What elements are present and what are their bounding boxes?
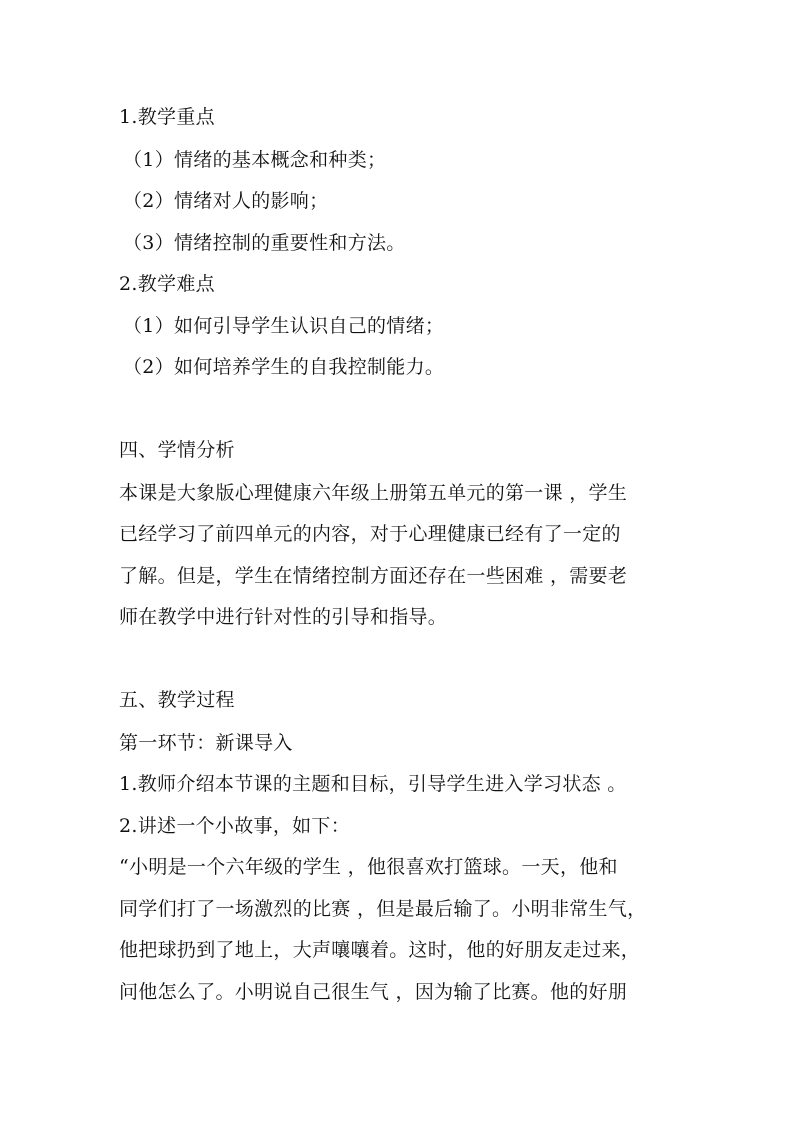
story-line: “小明是一个六年级的学生 ，他很喜欢打篮球。一天，他和 (119, 856, 618, 878)
difficulty-item-1: （1）如何引导学生认识自己的情绪； (123, 315, 445, 337)
heading-teaching-focus: 1.教学重点 (119, 106, 215, 128)
step-item-1: 1.教师介绍本节课的主题和目标，引导学生进入学习状态 。 (119, 773, 627, 795)
focus-item-2: （2）情绪对人的影响； (123, 190, 329, 212)
paragraph-line: 师在教学中进行针对性的引导和指导。 (119, 606, 448, 628)
paragraph-line: 本课是大象版心理健康六年级上册第五单元的第一课 ，学生 (119, 482, 628, 504)
focus-item-1: （1）情绪的基本概念和种类； (123, 149, 387, 171)
step-item-2: 2.讲述一个小故事，如下： (119, 815, 351, 837)
difficulty-item-2: （2）如何培养学生的自我控制能力。 (123, 356, 445, 378)
paragraph-line: 已经学习了前四单元的内容，对于心理健康已经有了一定的 (119, 523, 621, 545)
story-line: 问他怎么了。小明说自己很生气 ，因为输了比赛。他的好朋 (119, 981, 628, 1003)
stage-title: 第一环节：新课导入 (119, 732, 293, 754)
heading-teaching-difficulty: 2.教学难点 (119, 273, 215, 295)
story-line: 同学们打了一场激烈的比赛 ，但是最后输了。小明非常生气， (119, 898, 647, 920)
paragraph-line: 了解。但是，学生在情绪控制方面还存在一些困难 ，需要老 (119, 565, 628, 587)
story-line: 他把球扔到了地上，大声嚷嚷着。这时，他的好朋友走过来， (119, 939, 641, 961)
section-title-teaching-process: 五、教学过程 (119, 689, 235, 711)
focus-item-3: （3）情绪控制的重要性和方法。 (123, 232, 406, 254)
section-title-student-analysis: 四、学情分析 (119, 439, 235, 461)
